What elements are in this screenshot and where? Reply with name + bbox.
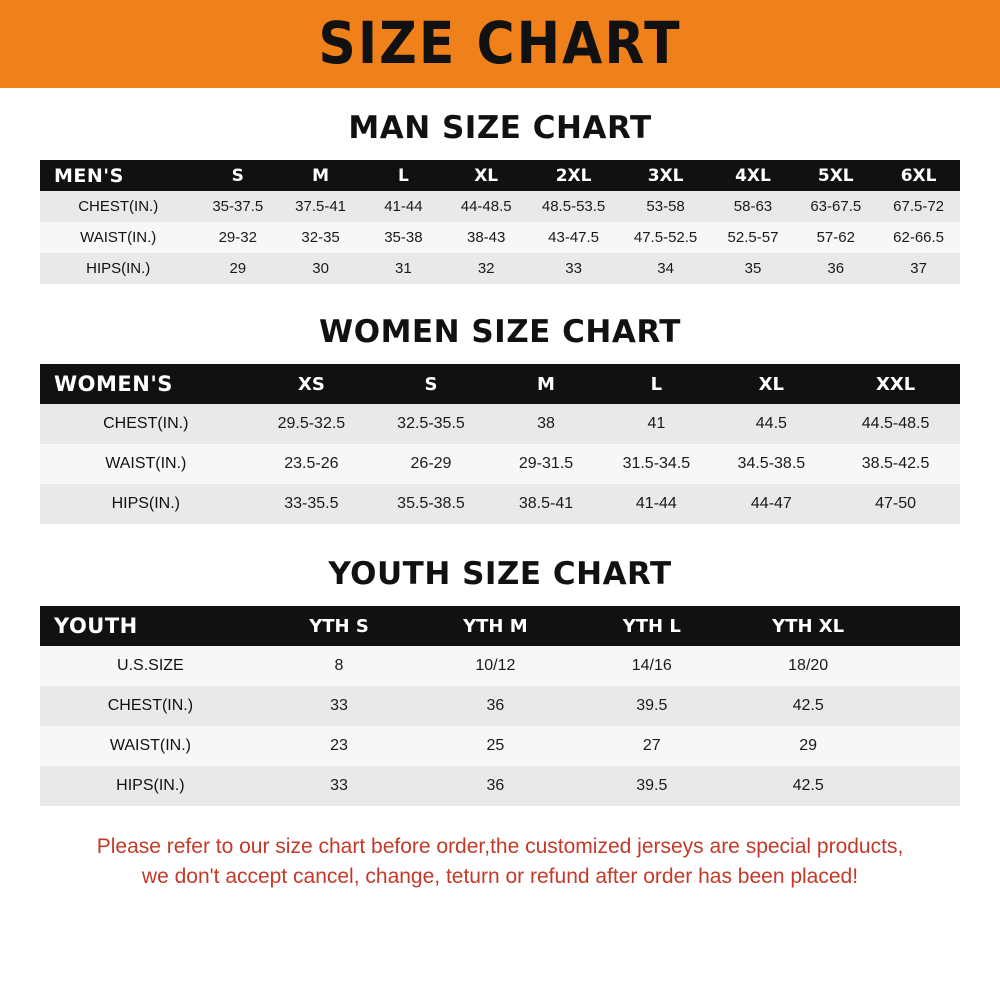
table-cell: 38.5-42.5	[861, 455, 930, 472]
column-header: 2XL	[555, 165, 592, 186]
table-cell: 62-66.5	[893, 229, 945, 246]
table-cell: 35	[744, 260, 762, 277]
table-cell: 25	[486, 737, 505, 754]
youth-size-table-wrapper	[40, 606, 960, 806]
row-label: CHEST(IN.)	[107, 697, 194, 714]
table-cell: 33	[330, 777, 348, 794]
table-cell: 36	[486, 777, 505, 794]
table-cell: 31.5-34.5	[622, 455, 691, 472]
table-cell: 39.5	[636, 697, 668, 714]
youth-size-table	[40, 606, 960, 806]
table-cell: 53-58	[646, 198, 685, 215]
table-cell: 18/20	[788, 657, 829, 674]
table-cell: 41-44	[635, 495, 677, 512]
table-cell: 31	[395, 260, 412, 277]
table-cell: 37.5-41	[295, 198, 347, 215]
youth-section-title: YOUTH SIZE CHART	[328, 556, 672, 592]
man-size-table-wrapper	[40, 160, 960, 284]
column-header: XS	[297, 373, 325, 395]
table-cell: 33	[330, 697, 348, 714]
column-header: M	[537, 373, 555, 395]
row-label: HIPS(IN.)	[116, 777, 185, 794]
column-header: M	[312, 165, 330, 186]
table-cell-spacer	[886, 646, 960, 686]
table-cell: 44.5	[755, 415, 787, 432]
table-cell: 48.5-53.5	[541, 198, 606, 215]
table-row	[40, 191, 960, 222]
man-size-table	[40, 160, 960, 284]
table-cell: 30	[312, 260, 329, 277]
table-cell: 42.5	[792, 777, 824, 794]
column-header-spacer	[886, 606, 960, 646]
table-cell: 38.5-41	[518, 495, 574, 512]
column-header: L	[397, 165, 409, 186]
table-cell: 43-47.5	[548, 229, 600, 246]
table-row	[40, 404, 960, 444]
table-cell: 38-43	[466, 229, 506, 246]
column-header: YTH XL	[772, 615, 845, 637]
disclaimer-note	[20, 832, 980, 893]
table-cell: 63-67.5	[810, 198, 862, 215]
table-cell: 42.5	[792, 697, 824, 714]
row-label: CHEST(IN.)	[78, 198, 159, 215]
table-cell: 47.5-52.5	[633, 229, 698, 246]
table-cell: 32	[477, 260, 495, 277]
table-cell-spacer	[886, 766, 960, 806]
table-cell: 32-35	[301, 229, 340, 246]
column-header: YTH S	[309, 615, 369, 637]
column-header: MEN'S	[54, 164, 124, 187]
table-cell: 29-32	[218, 229, 257, 246]
table-cell: 33	[565, 260, 582, 277]
column-header: XL	[758, 373, 785, 395]
column-header: 4XL	[735, 165, 771, 186]
table-cell: 36	[486, 697, 505, 714]
table-cell: 41	[647, 415, 666, 432]
table-cell: 58-63	[733, 198, 773, 215]
table-cell: 36	[827, 260, 845, 277]
row-label: CHEST(IN.)	[103, 415, 189, 432]
table-cell: 41-44	[384, 198, 423, 215]
table-cell: 37	[910, 260, 927, 277]
table-cell: 27	[642, 737, 661, 754]
table-cell: 44.5-48.5	[861, 415, 930, 432]
table-cell: 35-38	[384, 229, 423, 246]
column-header: S	[231, 165, 244, 186]
table-cell: 44-47	[750, 495, 792, 512]
table-row	[40, 766, 960, 806]
table-cell: 38	[537, 415, 555, 432]
page-banner	[0, 0, 1000, 88]
table-row	[40, 444, 960, 484]
table-cell: 8	[334, 657, 344, 674]
column-header: YOUTH	[54, 614, 138, 638]
table-row	[40, 726, 960, 766]
column-header: YTH M	[463, 615, 528, 637]
table-header-row	[40, 364, 960, 404]
column-header: 6XL	[900, 165, 937, 186]
table-row	[40, 253, 960, 284]
table-cell: 29.5-32.5	[277, 415, 346, 432]
column-header: L	[650, 373, 663, 395]
table-cell: 35.5-38.5	[397, 495, 465, 512]
row-label: HIPS(IN.)	[111, 495, 181, 512]
table-cell: 39.5	[636, 777, 668, 794]
note-line-1: Please refer to our size chart before order,the customized jerseys are special products,	[96, 835, 904, 858]
table-header-row	[40, 160, 960, 191]
table-cell: 29	[799, 737, 818, 754]
table-cell: 29-31.5	[518, 455, 574, 472]
note-line-2: we don't accept cancel, change, teturn or refund after order has been placed!	[141, 865, 859, 889]
table-header-row	[40, 606, 960, 646]
row-label: WAIST(IN.)	[105, 455, 187, 472]
table-cell: 32.5-35.5	[397, 415, 465, 432]
column-header: 5XL	[817, 165, 854, 186]
table-cell: 34	[657, 260, 674, 277]
table-cell: 47-50	[875, 495, 917, 512]
table-cell: 44-48.5	[460, 198, 512, 215]
table-row	[40, 686, 960, 726]
table-cell-spacer	[886, 726, 960, 766]
table-row	[40, 484, 960, 524]
table-cell: 10/12	[475, 657, 516, 674]
column-header: 3XL	[647, 165, 684, 186]
table-cell: 33-35.5	[284, 495, 339, 512]
table-cell: 14/16	[631, 657, 672, 674]
women-size-table-wrapper	[40, 364, 960, 524]
table-cell: 29	[229, 260, 247, 277]
table-row	[40, 222, 960, 253]
column-header: XL	[474, 165, 499, 186]
table-cell: 23.5-26	[284, 455, 339, 472]
table-cell: 26-29	[410, 455, 452, 472]
row-label: U.S.SIZE	[117, 657, 184, 674]
page-title: SIZE CHART	[318, 10, 682, 78]
table-cell-spacer	[886, 686, 960, 726]
column-header: WOMEN'S	[54, 372, 173, 396]
women-size-table	[40, 364, 960, 524]
man-section-title: MAN SIZE CHART	[348, 110, 652, 146]
column-header: S	[424, 373, 438, 395]
row-label: HIPS(IN.)	[86, 260, 151, 277]
row-label: WAIST(IN.)	[80, 229, 157, 246]
table-cell: 67.5-72	[893, 198, 945, 215]
table-cell: 35-37.5	[212, 198, 264, 215]
table-cell: 23	[330, 737, 348, 754]
row-label: WAIST(IN.)	[109, 737, 191, 754]
table-cell: 52.5-57	[727, 229, 779, 246]
table-cell: 57-62	[816, 229, 855, 246]
table-cell: 34.5-38.5	[737, 455, 806, 472]
column-header: XXL	[875, 373, 916, 395]
column-header: YTH L	[622, 615, 681, 637]
women-section-title: WOMEN SIZE CHART	[319, 314, 681, 350]
table-row	[40, 646, 960, 686]
